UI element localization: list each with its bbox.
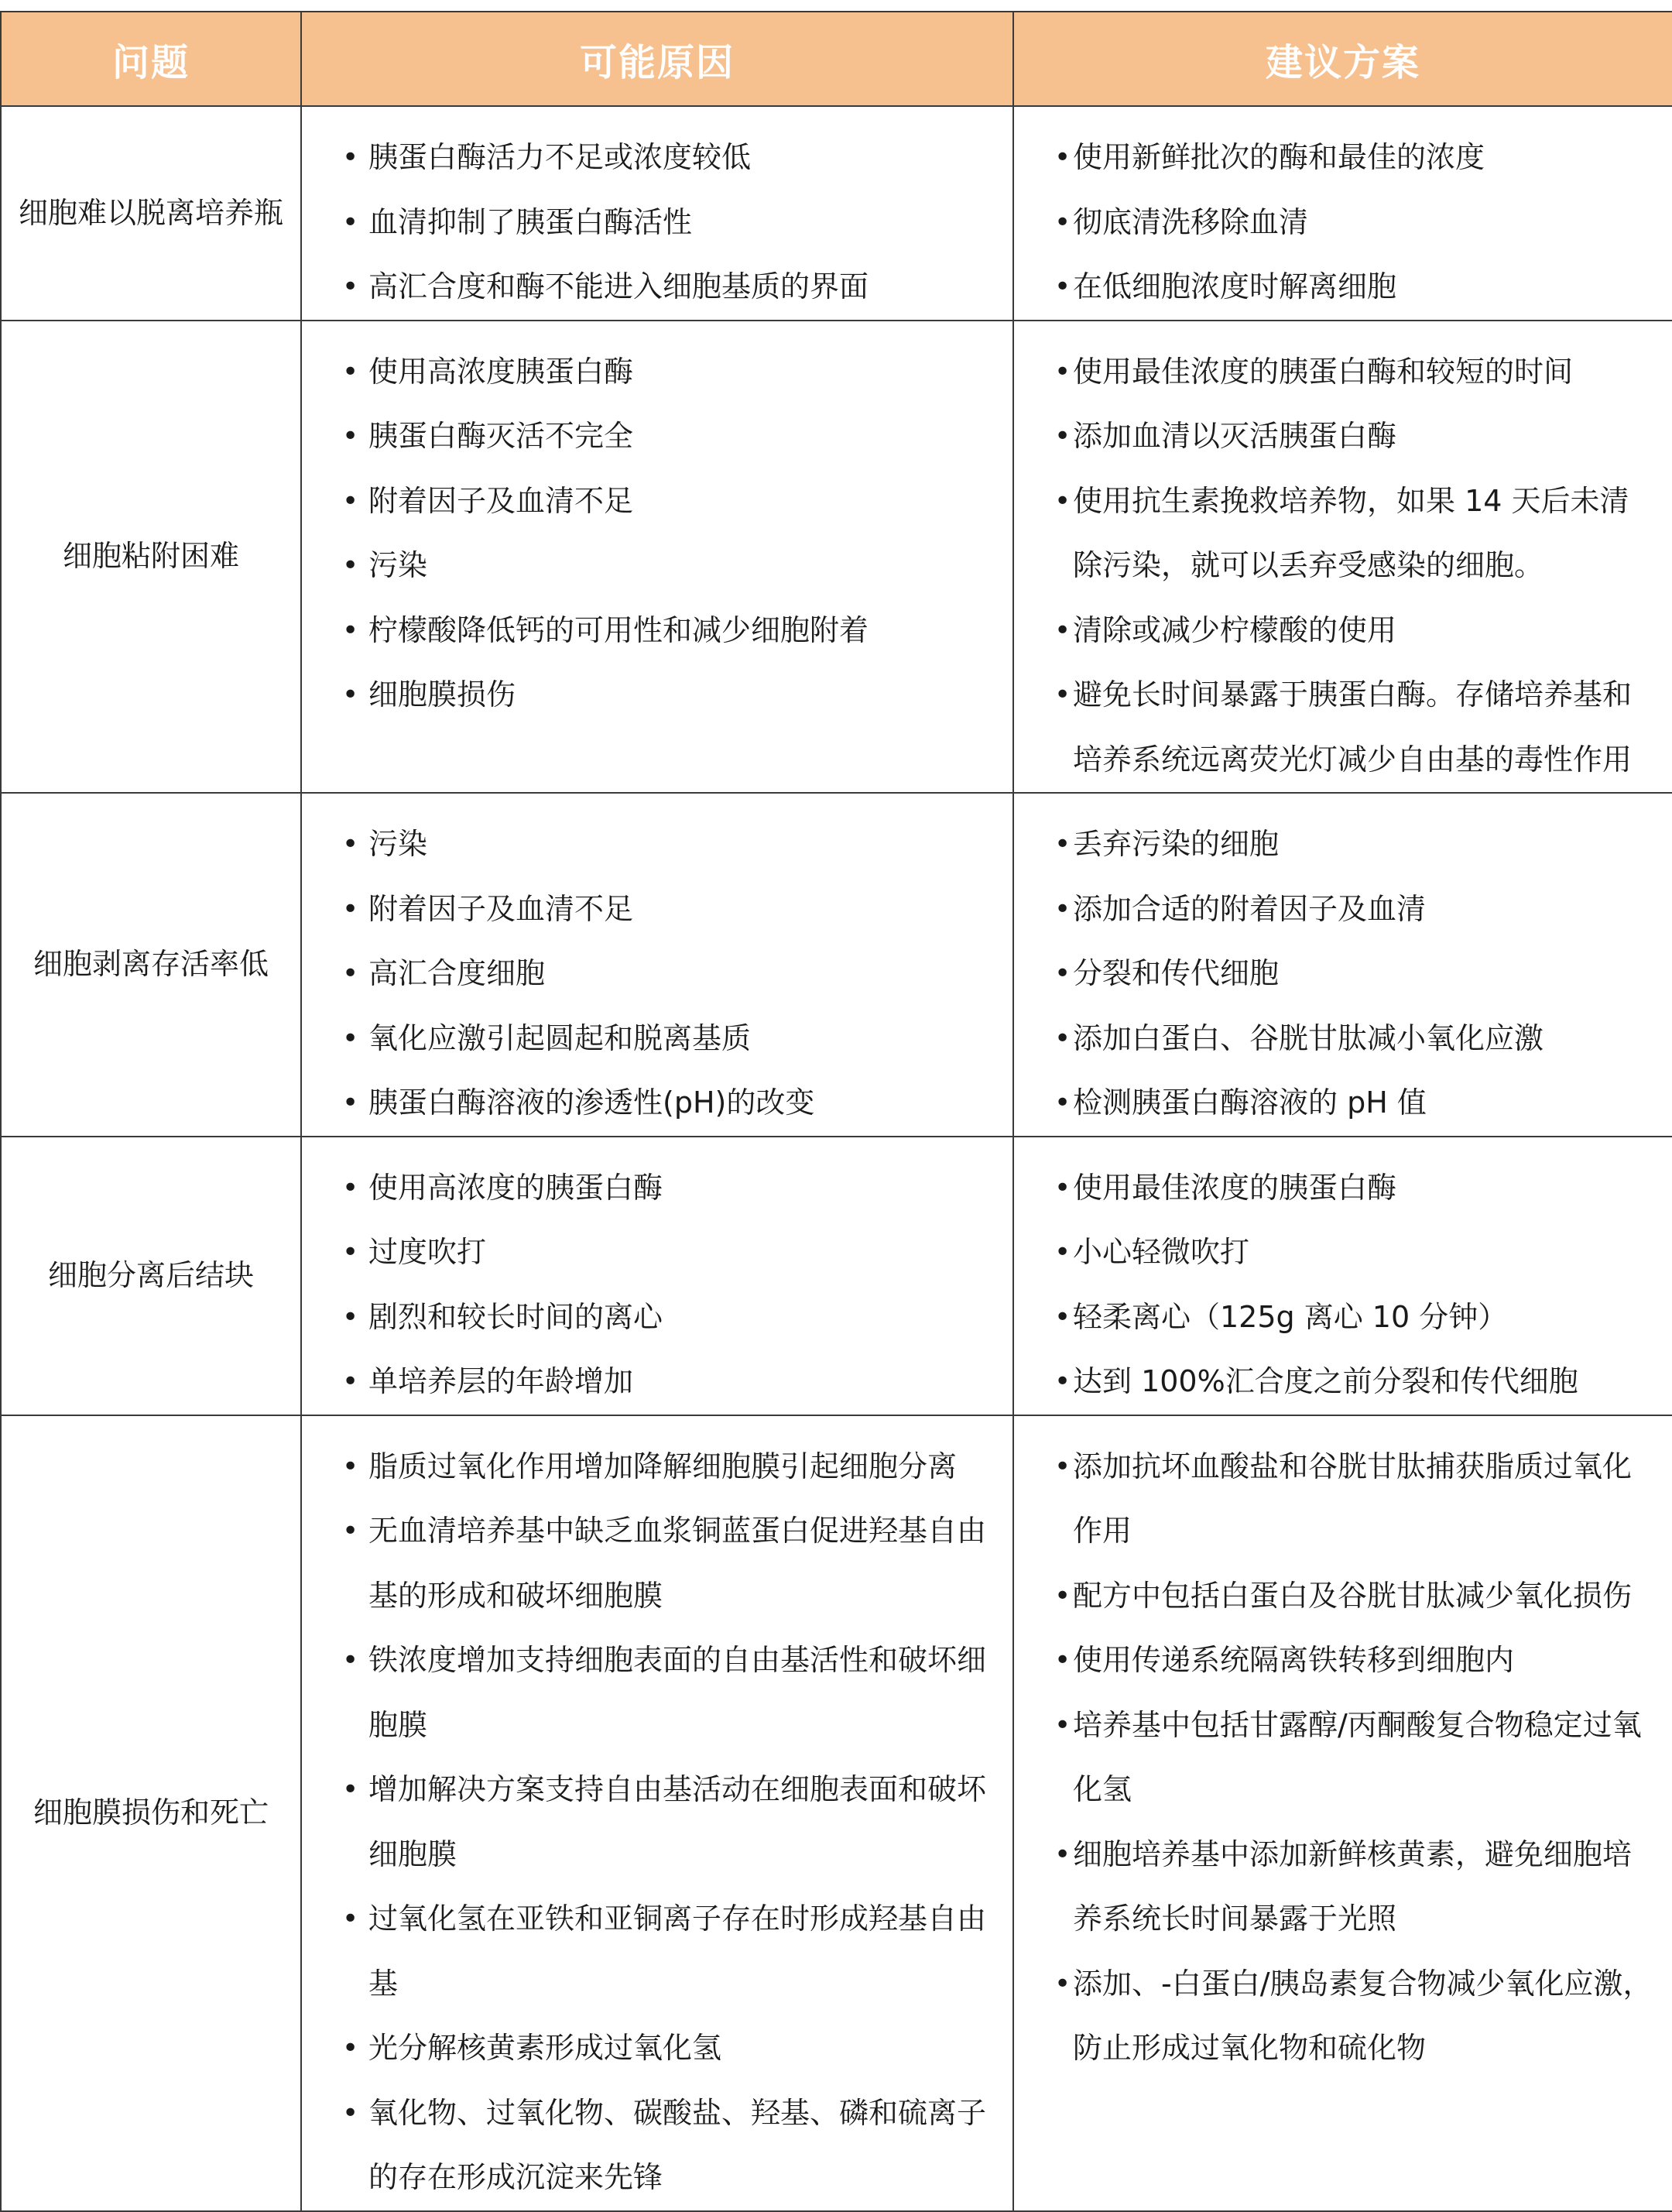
list-item: • 使用新鲜批次的酶和最佳的浓度 [1014,125,1657,190]
list-item: • 达到 100%汇合度之前分裂和传代细胞 [1014,1349,1657,1415]
causes-cell [301,321,1013,794]
problem-cell: 细胞粘附困难 [1,321,301,794]
list-item: • 附着因子及血清不足 [302,877,997,942]
table-row [1,321,1672,794]
table-row [1,1137,1672,1415]
problem-cell: 细胞膜损伤和死亡 [1,1415,301,2211]
list-item: • 避免长时间暴露于胰蛋白酶。存储培养基和培养系统远离荧光灯减少自由基的毒性作用 [1014,663,1657,792]
list-item: • 细胞膜损伤 [302,663,997,728]
list-item: • 轻柔离心（125g 离心 10 分钟） [1014,1285,1657,1350]
list-item: • 污染 [302,812,997,877]
causes-cell [301,793,1013,1137]
list-item: • 无血清培养基中缺乏血浆铜蓝蛋白促进羟基自由基的形成和破坏细胞膜 [302,1499,997,1628]
header-row [1,12,1672,106]
list-item: • 彻底清洗移除血清 [1014,190,1657,255]
list-item: • 过氧化氢在亚铁和亚铜离子存在时形成羟基自由基 [302,1887,997,2016]
problem-cell: 细胞难以脱离培养瓶 [1,106,301,321]
solutions-cell [1013,793,1672,1137]
problem-cell: 细胞剥离存活率低 [1,793,301,1137]
list-item: • 柠檬酸降低钙的可用性和减少细胞附着 [302,598,997,664]
list-item: • 配方中包括白蛋白及谷胱甘肽减少氧化损伤 [1014,1564,1657,1629]
causes-cell [301,1137,1013,1415]
list-item: • 分裂和传代细胞 [1014,941,1657,1007]
list-item: • 培养基中包括甘露醇/丙酮酸复合物稳定过氧化氢 [1014,1693,1657,1823]
header-causes: 可能原因 [301,12,1013,106]
troubleshooting-table [0,11,1672,2212]
list-item: • 胰蛋白酶灭活不完全 [302,404,997,469]
solutions-cell [1013,1415,1672,2211]
solutions-cell [1013,321,1672,794]
list-item: • 使用高浓度胰蛋白酶 [302,340,997,405]
list-item: • 添加合适的附着因子及血清 [1014,877,1657,942]
list-item: • 铁浓度增加支持细胞表面的自由基活性和破坏细胞膜 [302,1628,997,1758]
table-row [1,1415,1672,2211]
list-item: • 检测胰蛋白酶溶液的 pH 值 [1014,1071,1657,1136]
list-item: • 清除或减少柠檬酸的使用 [1014,598,1657,664]
list-item: • 胰蛋白酶溶液的渗透性(pH)的改变 [302,1071,997,1136]
list-item: • 使用传递系统隔离铁转移到细胞内 [1014,1628,1657,1693]
problem-cell: 细胞分离后结块 [1,1137,301,1415]
list-item: • 增加解决方案支持自由基活动在细胞表面和破坏细胞膜 [302,1758,997,1887]
list-item: • 附着因子及血清不足 [302,469,997,534]
list-item: • 使用最佳浓度的胰蛋白酶 [1014,1156,1657,1221]
table-row [1,106,1672,321]
header-problem: 问题 [1,12,301,106]
solutions-cell [1013,106,1672,321]
header-solutions: 建议方案 [1013,12,1672,106]
list-item: • 在低细胞浓度时解离细胞 [1014,255,1657,320]
list-item: • 使用高浓度的胰蛋白酶 [302,1156,997,1221]
list-item: • 小心轻微吹打 [1014,1220,1657,1285]
list-item: • 添加抗坏血酸盐和谷胱甘肽捕获脂质过氧化作用 [1014,1435,1657,1564]
list-item: • 光分解核黄素形成过氧化氢 [302,2016,997,2081]
causes-cell [301,1415,1013,2211]
list-item: • 高汇合度和酶不能进入细胞基质的界面 [302,255,997,320]
list-item: • 氧化应激引起圆起和脱离基质 [302,1007,997,1072]
causes-cell [301,106,1013,321]
list-item: • 高汇合度细胞 [302,941,997,1007]
list-item: • 剧烈和较长时间的离心 [302,1285,997,1350]
table-row [1,793,1672,1137]
list-item: • 使用最佳浓度的胰蛋白酶和较短的时间 [1014,340,1657,405]
list-item: • 细胞培养基中添加新鲜核黄素，避免细胞培养系统长时间暴露于光照 [1014,1823,1657,1952]
solutions-cell [1013,1137,1672,1415]
list-item: • 添加血清以灭活胰蛋白酶 [1014,404,1657,469]
list-item: • 过度吹打 [302,1220,997,1285]
list-item: • 使用抗生素挽救培养物，如果 14 天后未清除污染，就可以丢弃受感染的细胞。 [1014,469,1657,598]
list-item: • 胰蛋白酶活力不足或浓度较低 [302,125,997,190]
list-item: • 添加、-白蛋白/胰岛素复合物减少氧化应激，防止形成过氧化物和硫化物 [1014,1952,1657,2081]
list-item: • 添加白蛋白、谷胱甘肽减小氧化应激 [1014,1007,1657,1072]
list-item: • 单培养层的年龄增加 [302,1349,997,1415]
list-item: • 污染 [302,533,997,598]
list-item: • 丢弃污染的细胞 [1014,812,1657,877]
list-item: • 脂质过氧化作用增加降解细胞膜引起细胞分离 [302,1435,997,1500]
list-item: • 氧化物、过氧化物、碳酸盐、羟基、磷和硫离子的存在形成沉淀来先锋 [302,2081,997,2210]
list-item: • 血清抑制了胰蛋白酶活性 [302,190,997,255]
